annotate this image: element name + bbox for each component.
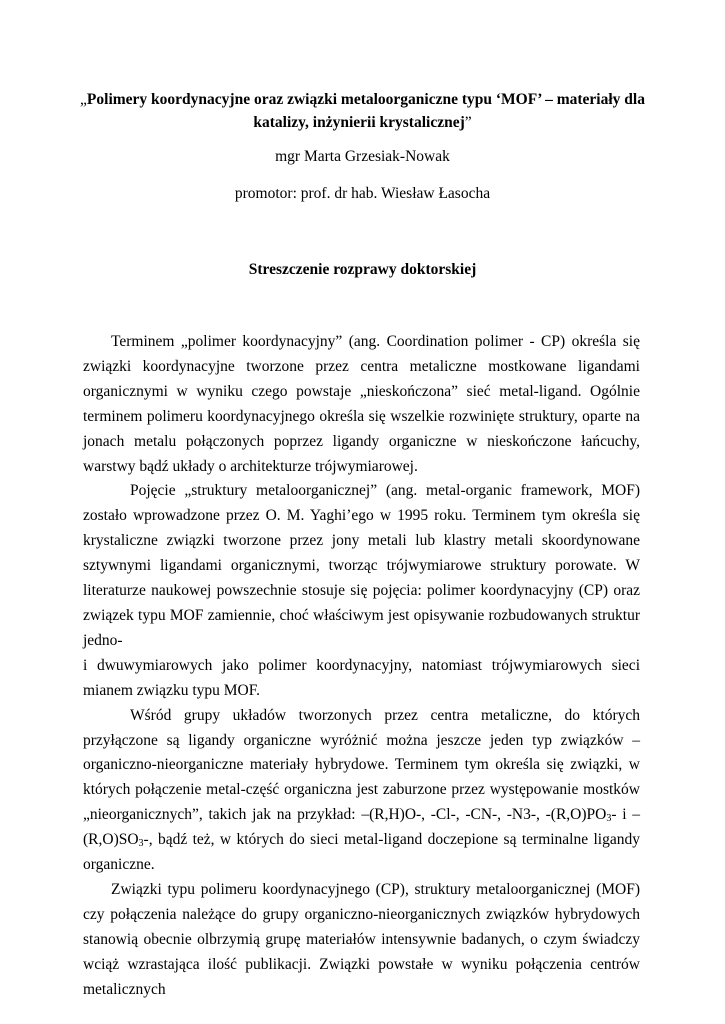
paragraph-4-subscript-1: 3: [606, 813, 612, 825]
paragraph-4-text-a: Wśród grupy układów tworzonych przez centra metaliczne, do których przyłączone są ligandy organiczne wyróżnić można jeszcze jeden typ związków – organiczno-nieorganiczne materiały hybrydowe. Terminem tym określa się związki, w których połączenie metal-część organiczna jest zaburzone przez występowanie mostków „nieorganicznych”, takich jak na przykład: –(R,H)O-, -Cl-, -CN-, -N3-, -(R,O)PO: [83, 706, 640, 824]
paragraph-2: Pojęcie „struktury metaloorganicznej” (ang. metal-organic framework, MOF) zostało wprowadzone przez O. M. Yaghi’ego w 1995 roku. Terminem tym określa się krystaliczne związki tworzone przez jony metali lub klastry metali skoordynowane sztywnymi ligandami organicznymi, tworząc trójwymiarowe struktury porowate. W literaturze naukowej powszechnie stosuje się pojęcia: polimer koordynacyjny (CP) oraz związek typu MOF zamiennie, choć właściwym jest opisywanie rozbudowanych struktur jedno-: [83, 482, 640, 649]
promotor-line: promotor: prof. dr hab. Wiesław Łasocha: [234, 185, 491, 202]
thesis-title: [60, 88, 665, 134]
title-line-2: katalizy, inżynierii krystalicznej: [253, 114, 465, 131]
title-line-1: Polimery koordynacyjne oraz związki metaloorganiczne typu ‘MOF’ – materiały dla: [86, 91, 645, 108]
paragraph-4-text-b: - i –(R,O)SO: [83, 806, 640, 849]
paragraph-1: Terminem „polimer koordynacyjny” (ang. Coordination polimer - CP) określa się związki koordynacyjne tworzone przez centra metaliczne mostkowane ligandami organicznymi w wyniku czego powstaje „nieskończona” sieć metal-ligand. Ogólnie terminem polimeru koordynacyjnego określa się wszelkie rozwinięte struktury, oparte na jonach metalu połączonych poprzez ligandy organiczne w nieskończone łańcuchy, warstwy bądź układy o architekturze trójwymiarowej.: [83, 333, 640, 475]
title-open-quote: „: [80, 91, 87, 108]
section-heading: Streszczenie rozprawy doktorskiej: [248, 261, 477, 278]
paragraph-5: Związki typu polimeru koordynacyjnego (CP), struktury metaloorganicznej (MOF) czy połączenia należące do grupy organiczno-nieorganicznych związków hybrydowych stanowią obecnie olbrzymią grupę materiałów intensywnie badanych, o czym świadczy wciąż wzrastająca ilość publikacji. Związki powstałe w wyniku połączenia centrów metalicznych: [83, 880, 640, 998]
paragraph-4: [83, 704, 640, 878]
paragraph-4-text-c: -, bądź też, w których do sieci metal-ligand doczepione są terminalne ligandy organiczne.: [83, 831, 640, 874]
paragraph-4-subscript-2: 3: [138, 838, 144, 850]
paragraph-3: i dwuwymiarowych jako polimer koordynacyjny, natomiast trójwymiarowych sieci mianem związku typu MOF.: [83, 656, 640, 699]
title-close-quote: ”: [464, 114, 472, 131]
abstract-body: [83, 330, 640, 1002]
author-name: mgr Marta Grzesiak-Nowak: [275, 148, 450, 165]
